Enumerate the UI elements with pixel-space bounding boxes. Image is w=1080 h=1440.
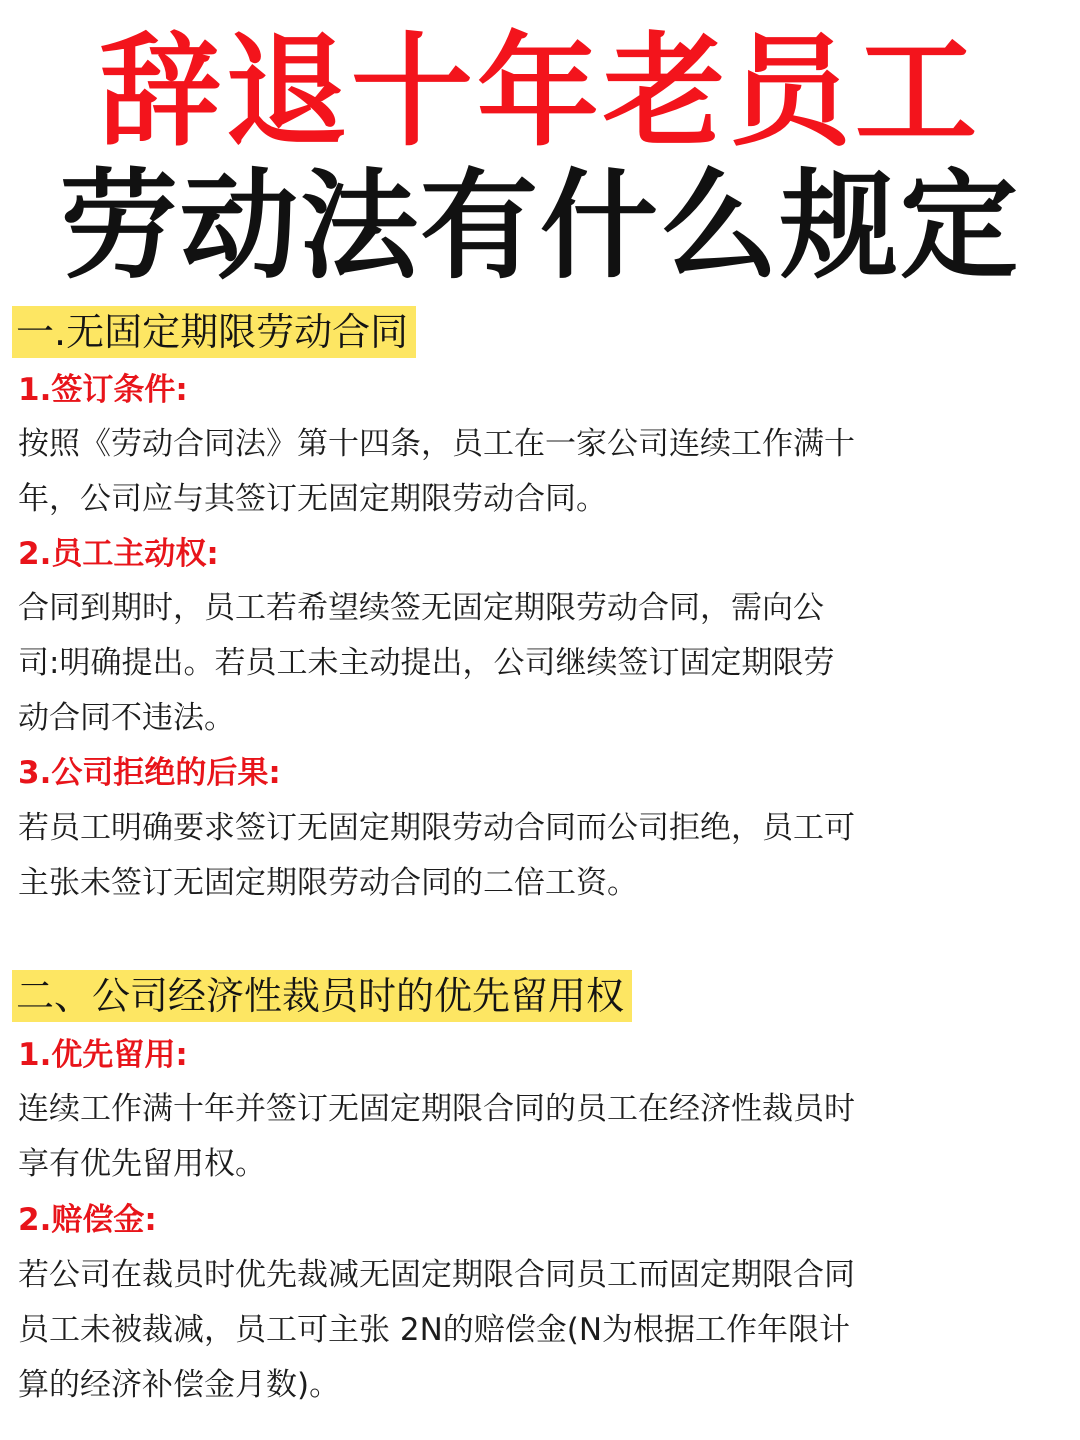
text-line: 主张未签订无固定期限劳动合同的二倍工资。 — [18, 865, 638, 901]
section2-item1-label: 1.优先留用: — [18, 1037, 188, 1073]
text-line: 按照《劳动合同法》第十四条，员工在一家公司连续工作满十 — [18, 426, 855, 462]
section2-item1-text — [18, 1082, 958, 1192]
text-line: 员工未被裁减，员工可主张 2N的赔偿金(N为根据工作年限计 — [18, 1312, 851, 1348]
text-line: 若员工明确要求签订无固定期限劳动合同而公司拒绝，员工可 — [18, 810, 855, 846]
section1-item3-text — [18, 801, 958, 911]
text-line: 享有优先留用权。 — [18, 1146, 266, 1182]
text-line: 若公司在裁员时优先裁减无固定期限合同员工而固定期限合同 — [18, 1257, 855, 1293]
section1-item1-label: 1.签订条件: — [18, 372, 188, 408]
section1-item3-label: 3.公司拒绝的后果: — [18, 755, 281, 791]
section2-item2-text — [18, 1248, 958, 1413]
text-line: 司:明确提出。若员工未主动提出，公司继续签订固定期限劳 — [18, 645, 835, 681]
text-line: 算的经济补偿金月数)。 — [18, 1367, 341, 1403]
section1-item1-text — [18, 417, 958, 527]
section1-heading: 一.无固定期限劳动合同 — [12, 306, 416, 358]
main-title: 辞退十年老员工 — [99, 21, 981, 163]
section2-heading: 二、公司经济性裁员时的优先留用权 — [12, 970, 632, 1022]
text-line: 连续工作满十年并签订无固定期限合同的员工在经济性裁员时 — [18, 1091, 855, 1127]
text-line: 年，公司应与其签订无固定期限劳动合同。 — [18, 481, 607, 517]
section1-item2-label: 2.员工主动权: — [18, 536, 219, 572]
main-subtitle: 劳动法有什么规定 — [59, 157, 1020, 295]
text-line: 动合同不违法。 — [18, 700, 235, 736]
text-line: 合同到期时，员工若希望续签无固定期限劳动合同，需向公 — [18, 590, 824, 626]
section2-item2-label: 2.赔偿金: — [18, 1202, 157, 1238]
section1-item2-text — [18, 581, 958, 746]
